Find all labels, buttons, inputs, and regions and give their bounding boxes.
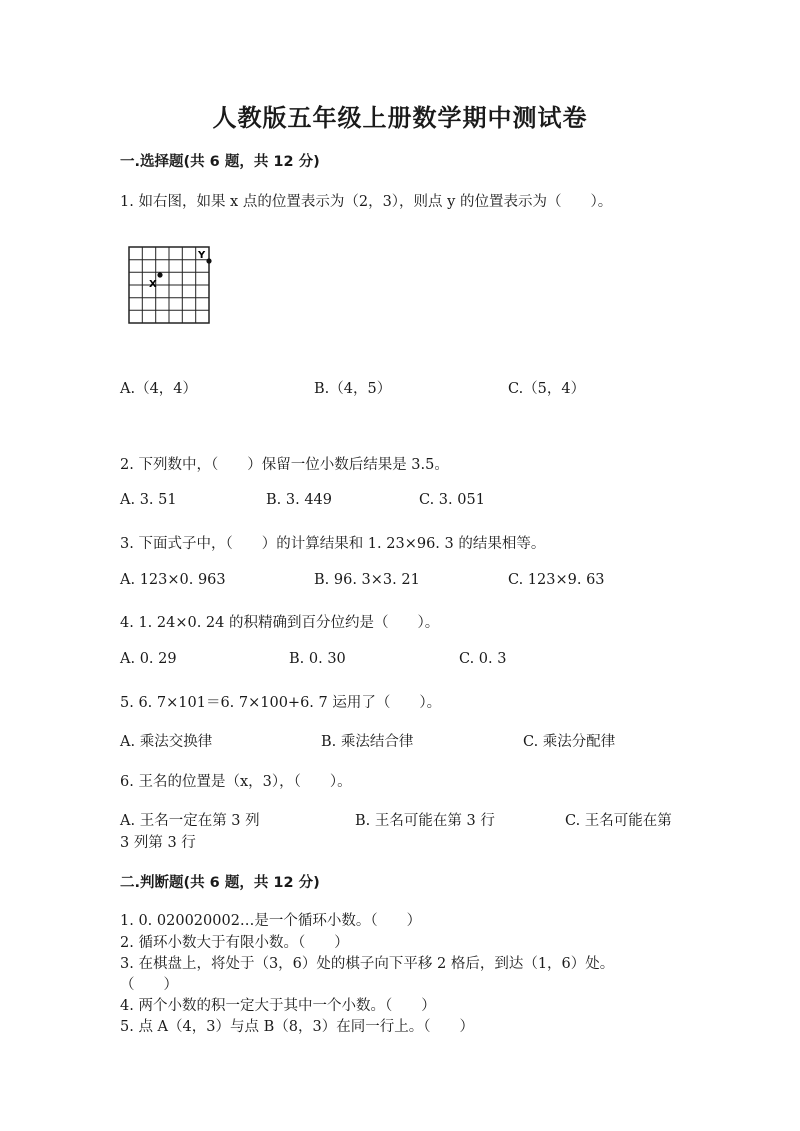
question-5-option-c: C. 乘法分配律 (523, 734, 616, 750)
question-4-option-b: B. 0. 30 (289, 651, 346, 667)
question-2-stem: 2. 下列数中，（ ）保留一位小数后结果是 3.5。 (120, 457, 449, 473)
question-2-option-b: B. 3. 449 (266, 492, 332, 508)
question-5-option-b: B. 乘法结合律 (321, 734, 414, 750)
question-3-stem: 3. 下面式子中，（ ）的计算结果和 1. 23×96. 3 的结果相等。 (120, 536, 546, 552)
point-y-dot (206, 258, 211, 263)
question-1-option-b: B.（4，5） (314, 381, 392, 397)
question-4-option-c: C. 0. 3 (459, 651, 507, 667)
question-1-option-a: A.（4，4） (120, 381, 198, 397)
question-4-stem: 4. 1. 24×0. 24 的积精确到百分位约是（ ）。 (120, 615, 440, 631)
judgement-item-3-blank: （ ） (120, 977, 178, 993)
point-y-label: Y (198, 250, 206, 261)
question-6-option-a: A. 王名一定在第 3 列 (120, 813, 260, 829)
question-4-option-a: A. 0. 29 (120, 651, 177, 667)
page-title: 人教版五年级上册数学期中测试卷 (212, 104, 588, 132)
grid-lines (129, 247, 209, 323)
question-6-option-b: B. 王名可能在第 3 行 (355, 813, 495, 829)
judgement-item-2: 2. 循环小数大于有限小数。（ ） (120, 935, 349, 951)
question-5-stem: 5. 6. 7×101＝6. 7×100+6. 7 运用了（ ）。 (120, 695, 442, 711)
point-x-label: X (149, 279, 157, 290)
judgement-item-5: 5. 点 A（4，3）与点 B（8，3）在同一行上。（ ） (120, 1019, 474, 1035)
question-6-option-c: C. 王名可能在第 (565, 813, 672, 829)
question-5-option-a: A. 乘法交换律 (120, 734, 213, 750)
judgement-item-1: 1. 0. 020020002…是一个循环小数。（ ） (120, 913, 422, 929)
question-1-stem: 1. 如右图，如果 x 点的位置表示为（2，3），则点 y 的位置表示为（ ）。 (120, 194, 613, 210)
question-6-option-c-continuation: 3 列第 3 行 (120, 835, 196, 851)
point-x-dot (157, 272, 162, 277)
judgement-item-4: 4. 两个小数的积一定大于其中一个小数。（ ） (120, 998, 436, 1014)
question-2-option-c: C. 3. 051 (419, 492, 485, 508)
judgement-item-3: 3. 在棋盘上，将处于（3，6）处的棋子向下平移 2 格后，到达（1，6）处。 (120, 956, 615, 972)
question-6-stem: 6. 王名的位置是（x，3），（ ）。 (120, 774, 352, 790)
question-3-option-a: A. 123×0. 963 (120, 572, 226, 588)
coordinate-grid-figure (127, 243, 215, 327)
question-3-option-c: C. 123×9. 63 (508, 572, 605, 588)
question-1-option-c: C.（5，4） (508, 381, 586, 397)
question-2-option-a: A. 3. 51 (120, 492, 177, 508)
section-heading-choice: 一.选择题(共 6 题，共 12 分) (120, 154, 320, 170)
section-heading-judgement: 二.判断题(共 6 题，共 12 分) (120, 875, 320, 891)
question-3-option-b: B. 96. 3×3. 21 (314, 572, 420, 588)
